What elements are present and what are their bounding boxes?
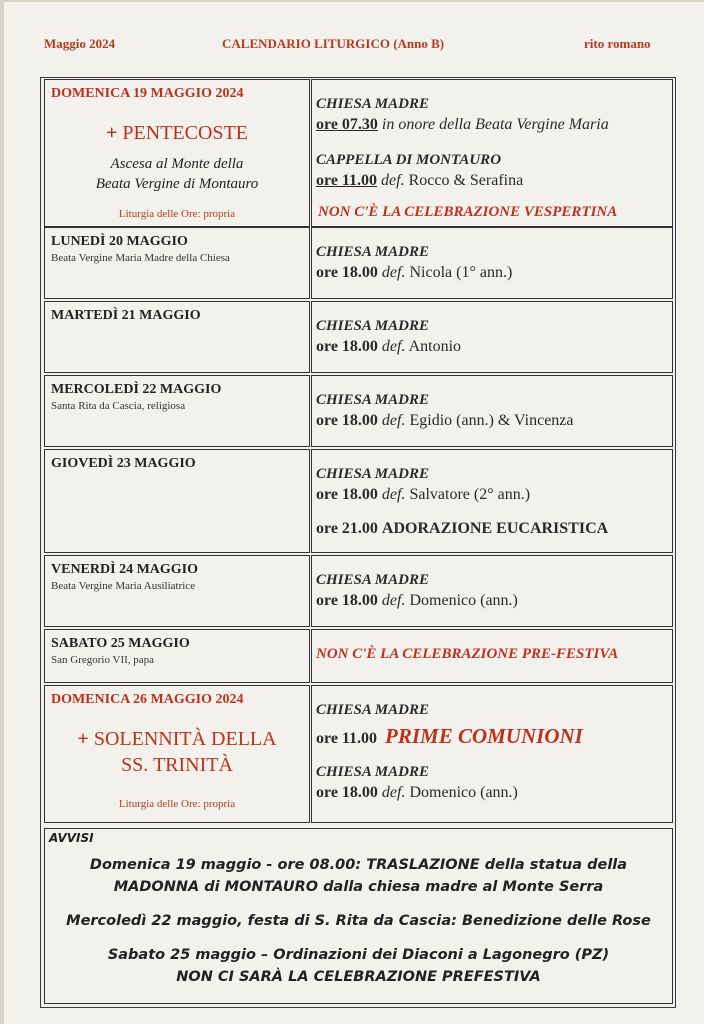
day-title: VENERDÌ 24 MAGGIO xyxy=(51,562,199,577)
place-label: CAPPELLA DI MONTAURO xyxy=(316,152,502,168)
day-title: LUNEDÌ 20 MAGGIO xyxy=(51,234,188,249)
feast-title: + SOLENNITÀ DELLA xyxy=(77,728,277,750)
header-title: CALENDARIO LITURGICO (Anno B) xyxy=(222,36,445,51)
mass-time: ore 18.00 def. Domenico (ann.) xyxy=(316,592,518,609)
mass-cell-21 xyxy=(311,301,673,373)
mass-cell-26 xyxy=(311,685,673,823)
mass-time: ore 18.00 def. Egidio (ann.) & Vincenza xyxy=(316,412,574,429)
mass-cell-25 xyxy=(311,629,673,683)
place-label: CHIESA MADRE xyxy=(316,466,429,482)
mass-time: ore 07.30 in onore della Beata Vergine Maria xyxy=(316,116,609,133)
day-subtitle: Beata Vergine Maria Ausiliatrice xyxy=(51,580,196,592)
feast-title: + PENTECOSTE xyxy=(106,122,248,144)
day-cell-23 xyxy=(44,449,310,553)
mass-cell-23 xyxy=(311,449,673,553)
day-subtitle: Santa Rita da Cascia, religiosa xyxy=(51,400,186,412)
day-title: DOMENICA 26 MAGGIO 2024 xyxy=(51,692,244,707)
place-label: CHIESA MADRE xyxy=(316,572,429,588)
day-subtitle: Beata Vergine Maria Madre della Chiesa xyxy=(51,252,230,264)
mass-time: ore 18.00 def. Antonio xyxy=(316,338,462,355)
header-month: Maggio 2024 xyxy=(44,36,116,51)
place-label: CHIESA MADRE xyxy=(316,702,429,718)
liturgy-note: Liturgia delle Ore: propria xyxy=(118,798,236,810)
mass-cell-20 xyxy=(311,227,673,299)
calendar-sheet xyxy=(4,2,704,1024)
notices-title: AVVISI xyxy=(49,831,94,845)
day-title: MERCOLEDÌ 22 MAGGIO xyxy=(51,382,222,397)
feast-subtitle: Beata Vergine di Montauro xyxy=(95,176,259,192)
day-cell-25 xyxy=(44,629,310,683)
mass-cell-19 xyxy=(311,79,673,227)
notice-line: Mercoledì 22 maggio, festa di S. Rita da Cascia: Benedizione delle Rose xyxy=(66,913,651,929)
place-label: CHIESA MADRE xyxy=(316,764,429,780)
mass-time: ore 18.00 def. Salvatore (2° ann.) xyxy=(316,486,531,503)
mass-cell-24 xyxy=(311,555,673,627)
liturgy-note: Liturgia delle Ore: propria xyxy=(118,208,236,220)
day-cell-24 xyxy=(44,555,310,627)
feast-subtitle: Ascesa al Monte della xyxy=(110,156,244,172)
notice-line: NON CI SARÀ LA CELEBRAZIONE PREFESTIVA xyxy=(176,969,541,985)
mass-cell-22 xyxy=(311,375,673,447)
mass-time: ore 11.00 PRIME COMUNIONI xyxy=(316,724,583,748)
day-cell-21 xyxy=(44,301,310,373)
day-cell-22 xyxy=(44,375,310,447)
cross-icon: + xyxy=(77,728,89,750)
day-title: MARTEDÌ 21 MAGGIO xyxy=(51,308,201,323)
day-cell-20 xyxy=(44,227,310,299)
notice: NON C'È LA CELEBRAZIONE PRE-FESTIVA xyxy=(316,646,619,662)
notice-line: Domenica 19 maggio - ore 08.00: TRASLAZIONE della statua della xyxy=(89,857,628,873)
header-rite: rito romano xyxy=(584,36,651,51)
place-label: CHIESA MADRE xyxy=(316,244,429,260)
day-subtitle: San Gregorio VII, papa xyxy=(51,654,155,666)
day-cell-26 xyxy=(44,685,310,823)
notices-box xyxy=(44,828,673,1004)
notice-line: Sabato 25 maggio – Ordinazioni dei Diaconi a Lagonegro (PZ) xyxy=(107,947,610,963)
notice-line: MADONNA di MONTAURO dalla chiesa madre al Monte Serra xyxy=(113,879,604,895)
day-title: SABATO 25 MAGGIO xyxy=(51,636,190,651)
day-title: GIOVEDÌ 23 MAGGIO xyxy=(51,456,196,471)
mass-time: ore 18.00 def. Domenico (ann.) xyxy=(316,784,518,801)
feast-title-line2: SS. TRINITÀ xyxy=(121,754,233,776)
cross-icon: + xyxy=(106,122,118,144)
adoration-time: ore 21.00 ADORAZIONE EUCARISTICA xyxy=(316,520,609,537)
notice: NON C'È LA CELEBRAZIONE VESPERTINA xyxy=(318,204,618,220)
mass-time: ore 18.00 def. Nicola (1° ann.) xyxy=(316,264,513,281)
mass-time: ore 11.00 def. Rocco & Serafina xyxy=(316,172,524,189)
day-cell-19 xyxy=(44,79,310,227)
place-label: CHIESA MADRE xyxy=(316,96,429,112)
place-label: CHIESA MADRE xyxy=(316,318,429,334)
day-title: DOMENICA 19 MAGGIO 2024 xyxy=(51,86,244,101)
place-label: CHIESA MADRE xyxy=(316,392,429,408)
